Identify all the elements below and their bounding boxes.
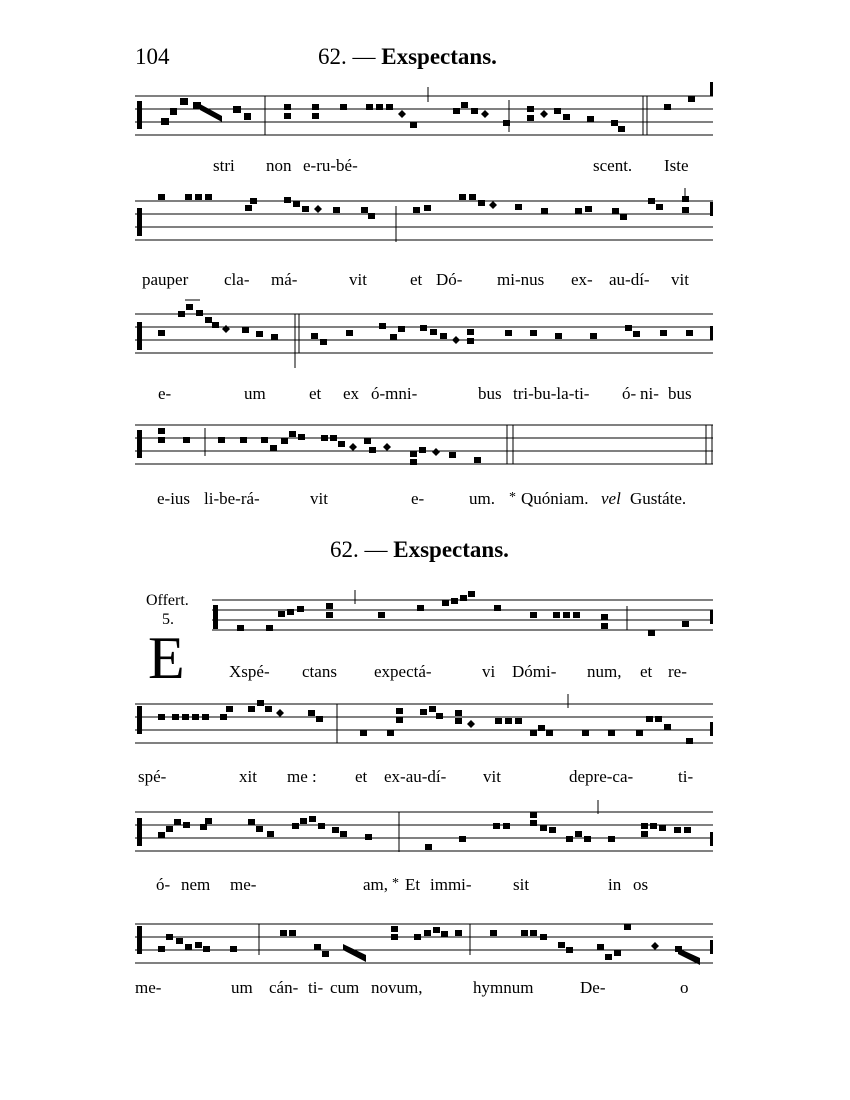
neumes [137, 188, 713, 242]
syllable: cán- [269, 978, 299, 997]
syllable: me- [230, 875, 257, 894]
music-staff-5 [0, 588, 850, 648]
syllable: e- [158, 384, 172, 403]
syllable: am, [363, 875, 389, 894]
syllable: um [231, 978, 253, 997]
syllable: in [608, 875, 622, 894]
music-staff-4 [0, 414, 850, 484]
lyrics-line-2 [0, 270, 850, 292]
syllable: ex [343, 384, 360, 403]
syllable: pauper [142, 270, 189, 289]
syllable: cum [330, 978, 360, 997]
syllable: non [266, 156, 292, 175]
music-staff-7 [0, 796, 850, 866]
lyrics-line-4 [0, 489, 850, 511]
neumes [137, 924, 713, 965]
title-text: Exspectans. [381, 44, 497, 69]
syllable: li-be-rá- [204, 489, 260, 508]
asterisk: * [509, 490, 516, 505]
syllable: ctans [302, 662, 337, 681]
syllable: num, [587, 662, 622, 681]
staff-lines [135, 425, 713, 464]
staff-lines [135, 96, 713, 135]
syllable: cla- [224, 270, 250, 289]
syllable: re- [668, 662, 687, 681]
syllable: Xspé- [229, 662, 270, 681]
neumes [137, 425, 712, 465]
lyrics-line-8 [0, 978, 850, 1000]
syllable: ti- [678, 767, 694, 786]
syllable: e- [411, 489, 425, 508]
title-prefix: 62. — [330, 537, 388, 562]
syllable: um. [469, 489, 495, 508]
syllable: De- [580, 978, 606, 997]
syllable: ex-au-dí- [384, 767, 447, 786]
music-staff-2 [0, 186, 850, 256]
syllable: ti- [308, 978, 324, 997]
syllable: novum, [371, 978, 423, 997]
lyrics-line-6 [0, 767, 850, 789]
offertory-label: Offert. [146, 592, 189, 609]
syllable: vi [482, 662, 496, 681]
staff-lines [135, 314, 713, 353]
syllable: tri-bu-la-ti- [513, 384, 590, 403]
syllable: ó-mni- [371, 384, 418, 403]
section-title [330, 537, 509, 563]
mode-number: 5. [162, 611, 174, 628]
syllable: ni- [640, 384, 659, 403]
lyrics-line-7 [0, 875, 850, 897]
title-prefix: 62. — [318, 44, 376, 69]
syllable: um [244, 384, 266, 403]
page-title [318, 44, 497, 70]
music-staff-3 [0, 296, 850, 366]
syllable: Iste [664, 156, 689, 175]
lyrics-line-3 [0, 384, 850, 406]
asterisk: * [392, 876, 399, 891]
syllable: ex- [571, 270, 593, 289]
syllable: sit [513, 875, 530, 894]
page-number: 104 [135, 44, 170, 69]
syllable: scent. [593, 156, 633, 175]
neumes [137, 800, 713, 852]
music-staff-6 [0, 692, 850, 762]
syllable: e-ius [157, 489, 191, 508]
syllable: ó- [622, 384, 637, 403]
syllable: Et [405, 875, 421, 894]
syllable: Dó- [436, 270, 463, 289]
neumes [137, 300, 713, 368]
syllable: me : [287, 767, 317, 786]
syllable: et [640, 662, 653, 681]
syllable: xit [239, 767, 257, 786]
syllable: os [633, 875, 649, 894]
lyrics-line-1 [0, 156, 850, 178]
syllable: hymnum [473, 978, 534, 997]
syllable: et [410, 270, 423, 289]
syllable: vit [310, 489, 328, 508]
syllable: Quóniam. [521, 489, 589, 508]
title-text: Exspectans. [393, 537, 509, 562]
syllable: me- [135, 978, 162, 997]
syllable: mi-nus [497, 270, 545, 289]
syllable: ó- [156, 875, 171, 894]
syllable: Dómi- [512, 662, 557, 681]
syllable: vit [671, 270, 689, 289]
syllable: vit [349, 270, 367, 289]
syllable: au-dí- [609, 270, 650, 289]
syllable: má- [271, 270, 298, 289]
syllable: expectá- [374, 662, 432, 681]
syllable: spé- [138, 767, 167, 786]
neumes [137, 694, 713, 744]
lyrics-line-5 [0, 662, 850, 684]
music-staff-8 [0, 910, 850, 980]
syllable: depre-ca- [569, 767, 634, 786]
syllable: stri [213, 156, 235, 175]
music-staff-1 [0, 82, 850, 152]
syllable: o [680, 978, 689, 997]
syllable: et [309, 384, 322, 403]
syllable: bus [478, 384, 502, 403]
initial-letter: E [148, 625, 185, 691]
syllable-italic: vel [601, 489, 621, 508]
syllable: e-ru-bé- [303, 156, 358, 175]
syllable: Gustáte. [630, 489, 687, 508]
neumes [213, 590, 713, 636]
syllable: immi- [430, 875, 472, 894]
syllable: et [355, 767, 368, 786]
syllable: nem [181, 875, 211, 894]
syllable: vit [483, 767, 501, 786]
staff-lines [135, 812, 713, 851]
syllable: bus [668, 384, 692, 403]
